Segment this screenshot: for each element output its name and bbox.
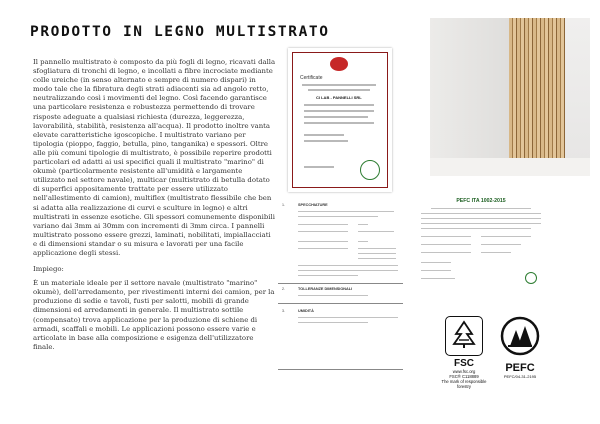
section-number: 3. (282, 309, 285, 313)
conformity-line (298, 231, 348, 232)
section-heading: TOLLERANZE DIMENSIONALI (298, 287, 353, 291)
conformity-line (298, 317, 398, 318)
pefc-trees-icon (500, 316, 540, 356)
conformity-document (278, 199, 403, 371)
certificate-heading: Certificate (300, 75, 323, 81)
fsc-license: FSC® C118889 (449, 374, 479, 379)
conformity-line (298, 211, 394, 212)
conformity-line (298, 295, 368, 296)
section-separator (278, 303, 403, 304)
pefc-doc-line (481, 244, 521, 245)
conformity-line (298, 248, 348, 249)
pefc-mini-logo-icon (525, 272, 537, 284)
certificate-text-line (304, 104, 374, 106)
accreditation-seal-icon (360, 160, 380, 180)
certificate-text-line (304, 140, 348, 142)
pefc-doc-line (421, 278, 455, 279)
certificate-text-line (304, 122, 374, 124)
section-separator (278, 283, 403, 284)
certificate-text-line (304, 110, 374, 112)
section-number: 1. (282, 203, 285, 207)
pefc-doc-line (421, 244, 471, 245)
pefc-doc-title: PEFC ITA 1002-2015 (456, 198, 506, 204)
pefc-certificate-document (411, 192, 551, 296)
plywood-sample-photo (430, 18, 590, 176)
certificate-text-line (304, 134, 344, 136)
section-number: 2. (282, 287, 285, 291)
pefc-doc-line (421, 236, 471, 237)
fsc-tree-icon (445, 316, 483, 356)
pefc-doc-line (421, 223, 541, 224)
conformity-line (298, 241, 348, 242)
certificate-text-line (304, 116, 368, 118)
conformity-line (298, 275, 358, 276)
conformity-line (358, 253, 396, 254)
pefc-doc-line (431, 208, 531, 209)
pefc-doc-line (481, 236, 531, 237)
pefc-doc-line (421, 252, 471, 253)
conformity-line (298, 322, 368, 323)
section-separator (278, 369, 403, 370)
quality-certificate (288, 48, 392, 192)
pefc-doc-line (421, 270, 451, 271)
fsc-name: FSC (454, 358, 474, 369)
conformity-line (298, 270, 398, 271)
certificate-text-line (308, 89, 370, 91)
plywood-shadow (430, 158, 590, 176)
fsc-tagline: The mark of responsible forestry (441, 379, 487, 389)
pefc-name: PEFC (505, 362, 535, 374)
usage-paragraph: È un materiale ideale per il settore navale (multistrato "marino" okumè), dell'arredamento, per rivestimenti interni dei camion, per la produzione di sedie e tavoli, fusti per salotti, mobili di grande dimensioni ed arredamenti in generale. Il multistrato sottile (compensato) trova applicazione per la produzione di schiene di armadi, scaffali e mobili. Le applicazioni possono essere varie e articolate in base alla composizione e esigenza dell'utilizzatore finale. (33, 279, 275, 351)
conformity-line (298, 224, 348, 225)
page-title: PRODOTTO IN LEGNO MULTISTRATO (30, 24, 330, 40)
section-heading: SPECCHIATURE (298, 203, 328, 207)
conformity-line (358, 258, 396, 259)
pefc-doc-line (481, 252, 511, 253)
description-text (33, 58, 276, 359)
conformity-line (298, 265, 398, 266)
conformity-line (358, 241, 368, 242)
plywood-edge-layers (509, 18, 565, 158)
certificate-company: CI LAB - PANNELLI SRL (316, 95, 362, 100)
conformity-line (358, 248, 396, 249)
pefc-doc-line (421, 262, 451, 263)
plywood-face (430, 18, 509, 158)
pefc-doc-line (421, 228, 531, 229)
pefc-code: PEFC/04-31-2195 (503, 374, 537, 379)
conformity-line (298, 216, 378, 217)
fsc-logo (440, 316, 488, 389)
pefc-doc-line (421, 218, 541, 219)
pefc-logo (493, 316, 547, 379)
conformity-line (358, 224, 368, 225)
certifier-logo-icon (330, 57, 348, 71)
certificate-text-line (302, 84, 376, 86)
section-heading: UMIDITÀ (298, 309, 314, 313)
conformity-line (358, 231, 394, 232)
usage-heading: Impiego: (33, 265, 64, 274)
pefc-doc-line (421, 213, 541, 214)
intro-paragraph: Il pannello multistrato è composto da più fogli di legno, ricavati dalla sfogliatura di tronchi di legno, e incollati a fibre incrociate mediante colle ureiche (in senso alternato e sempre di numero dispari) in modo tale che la fibratura degli strati adiacenti sia ad angolo retto, neutralizzando così i movimenti del legno. Così facendo garantisce una particolare resistenza e robustezza permettendo di trovare risposte adeguate a qualsiasi richiesta (durezza, leggerezza, lavorabilità, stabilità, resistenza all'acqua). Il prodotto inoltre vanta elevate caratteristiche igoscopiche. I multistrato variano per tipologia (pioppo, faggio, betulla, pino, tanganika) e spessori. Oltre alle più comuni tipologie di multistrato, è possibile reperire prodotti particolari ed adatti ai usi specifici quali il multistrato "marino" di okumè (particolarmente resistente all'umidità e largamente utilizzato nel settore navale), multicar (multistrato di betulla dotato di superfici appositamente trattate per essere utilizzato nell'allestimento di camion), multiflex (multistrato flessibile che ben si adatta alla realizzazione di curvi e sculture in legno) e altri multistrati in essenze esotiche. Gli spessori comunemente disponibili variano dai 3mm ai 30mm con incrementi di 3mm circa. I pannelli multistrato possono essere grezzi, laminati, nobilitati, impiallacciati e di dimensioni standar o su misura e lavorati per una facile applicazione degli stessi. (33, 58, 276, 257)
certificate-signature (304, 166, 334, 168)
fsc-url: www.fsc.org (452, 369, 476, 374)
